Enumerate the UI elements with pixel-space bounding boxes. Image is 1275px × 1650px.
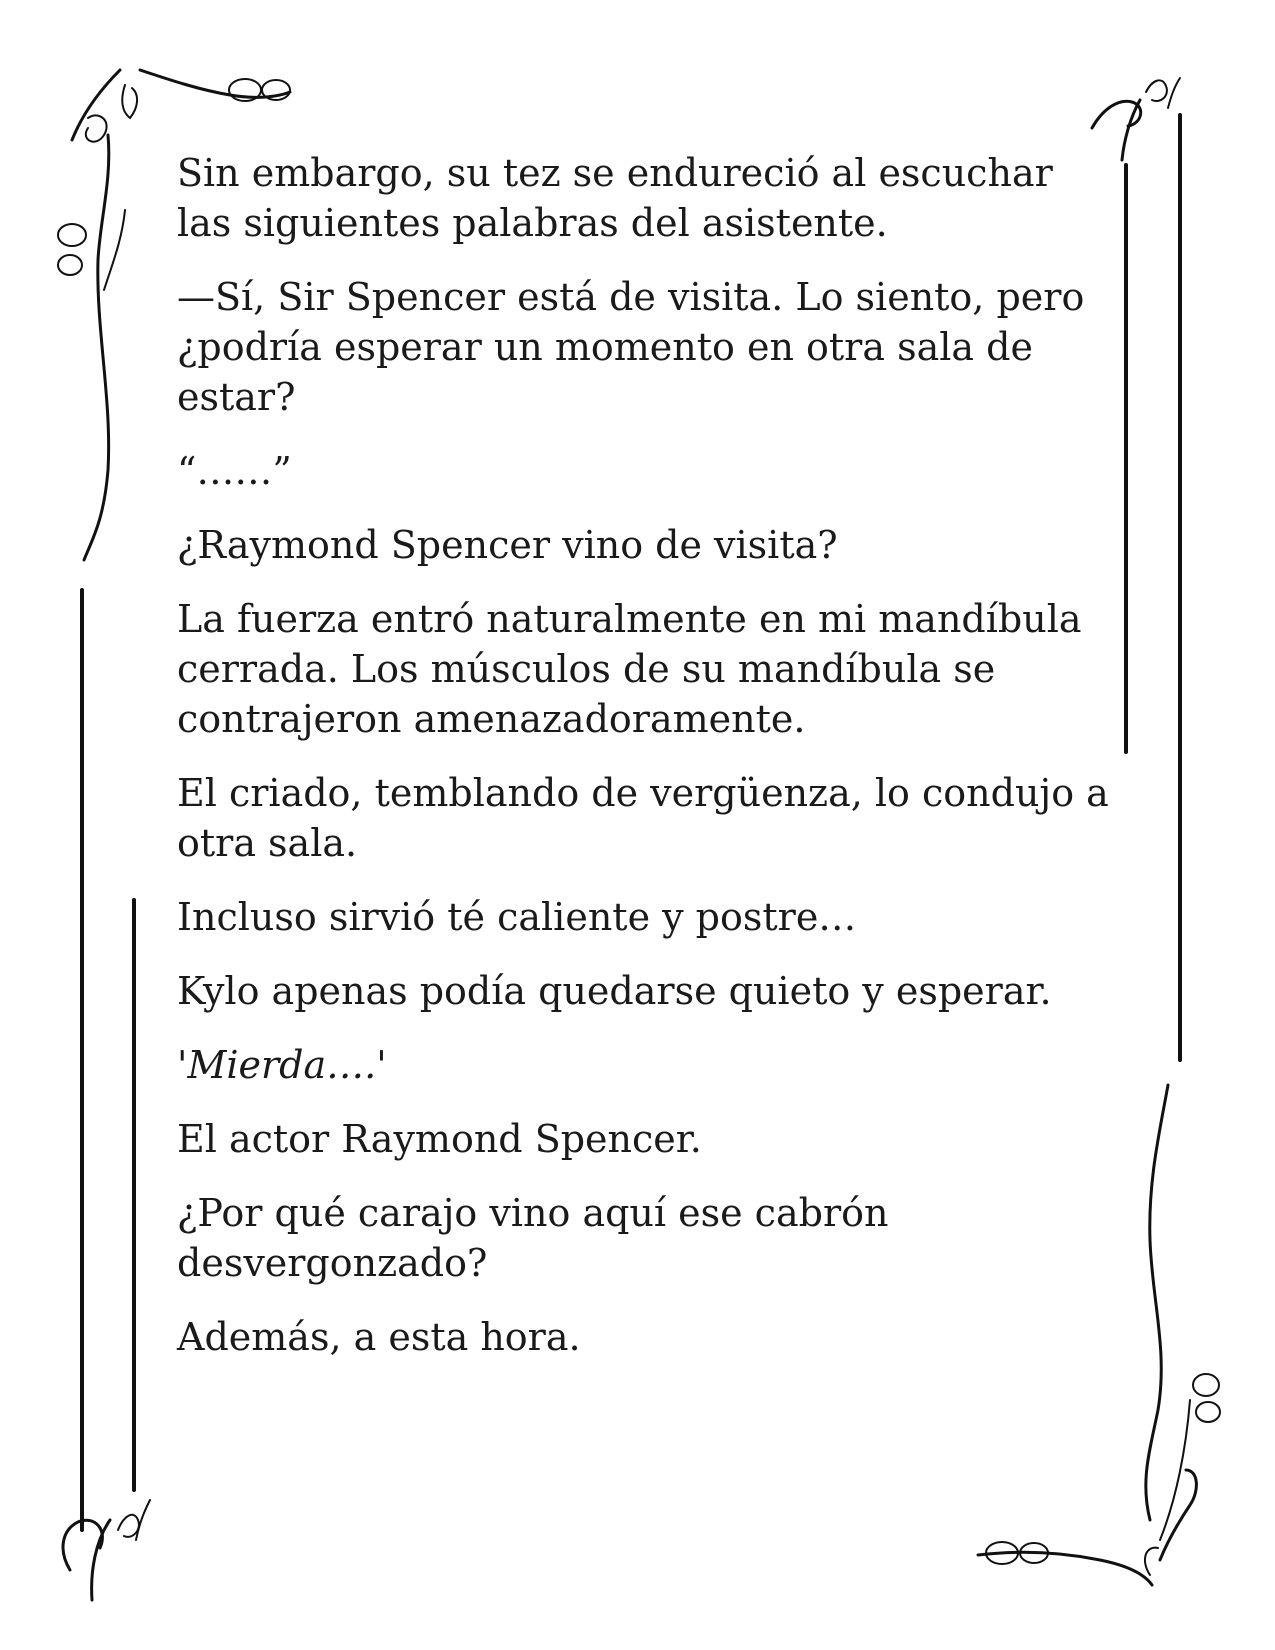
paragraph: —Sí, Sir Spencer está de visita. Lo siento, pero ¿podría esperar un momento en otra sala de estar? <box>177 275 1085 419</box>
paragraph: ¿Raymond Spencer vino de visita? <box>177 523 838 567</box>
paragraph: “……” <box>177 449 292 493</box>
paragraph-thought: 'Mierda….' <box>177 1043 387 1087</box>
paragraph: El criado, temblando de vergüenza, lo condujo a otra sala. <box>177 771 1109 865</box>
paragraph: El actor Raymond Spencer. <box>177 1117 702 1161</box>
paragraph: La fuerza entró naturalmente en mi mandíbula cerrada. Los músculos de su mandíbula se contrajeron amenazadoramente. <box>177 597 1082 741</box>
story-text <box>177 148 1112 1386</box>
paragraph: Sin embargo, su tez se endureció al escuchar las siguientes palabras del asistente. <box>177 151 1053 245</box>
paragraph: Además, a esta hora. <box>177 1315 581 1359</box>
paragraph: Kylo apenas podía quedarse quieto y esperar. <box>177 969 1052 1013</box>
paragraph: Incluso sirvió té caliente y postre… <box>177 895 857 939</box>
bottom-left-flourish-icon <box>63 1500 150 1600</box>
paragraph: ¿Por qué carajo vino aquí ese cabrón desvergonzado? <box>177 1191 889 1285</box>
